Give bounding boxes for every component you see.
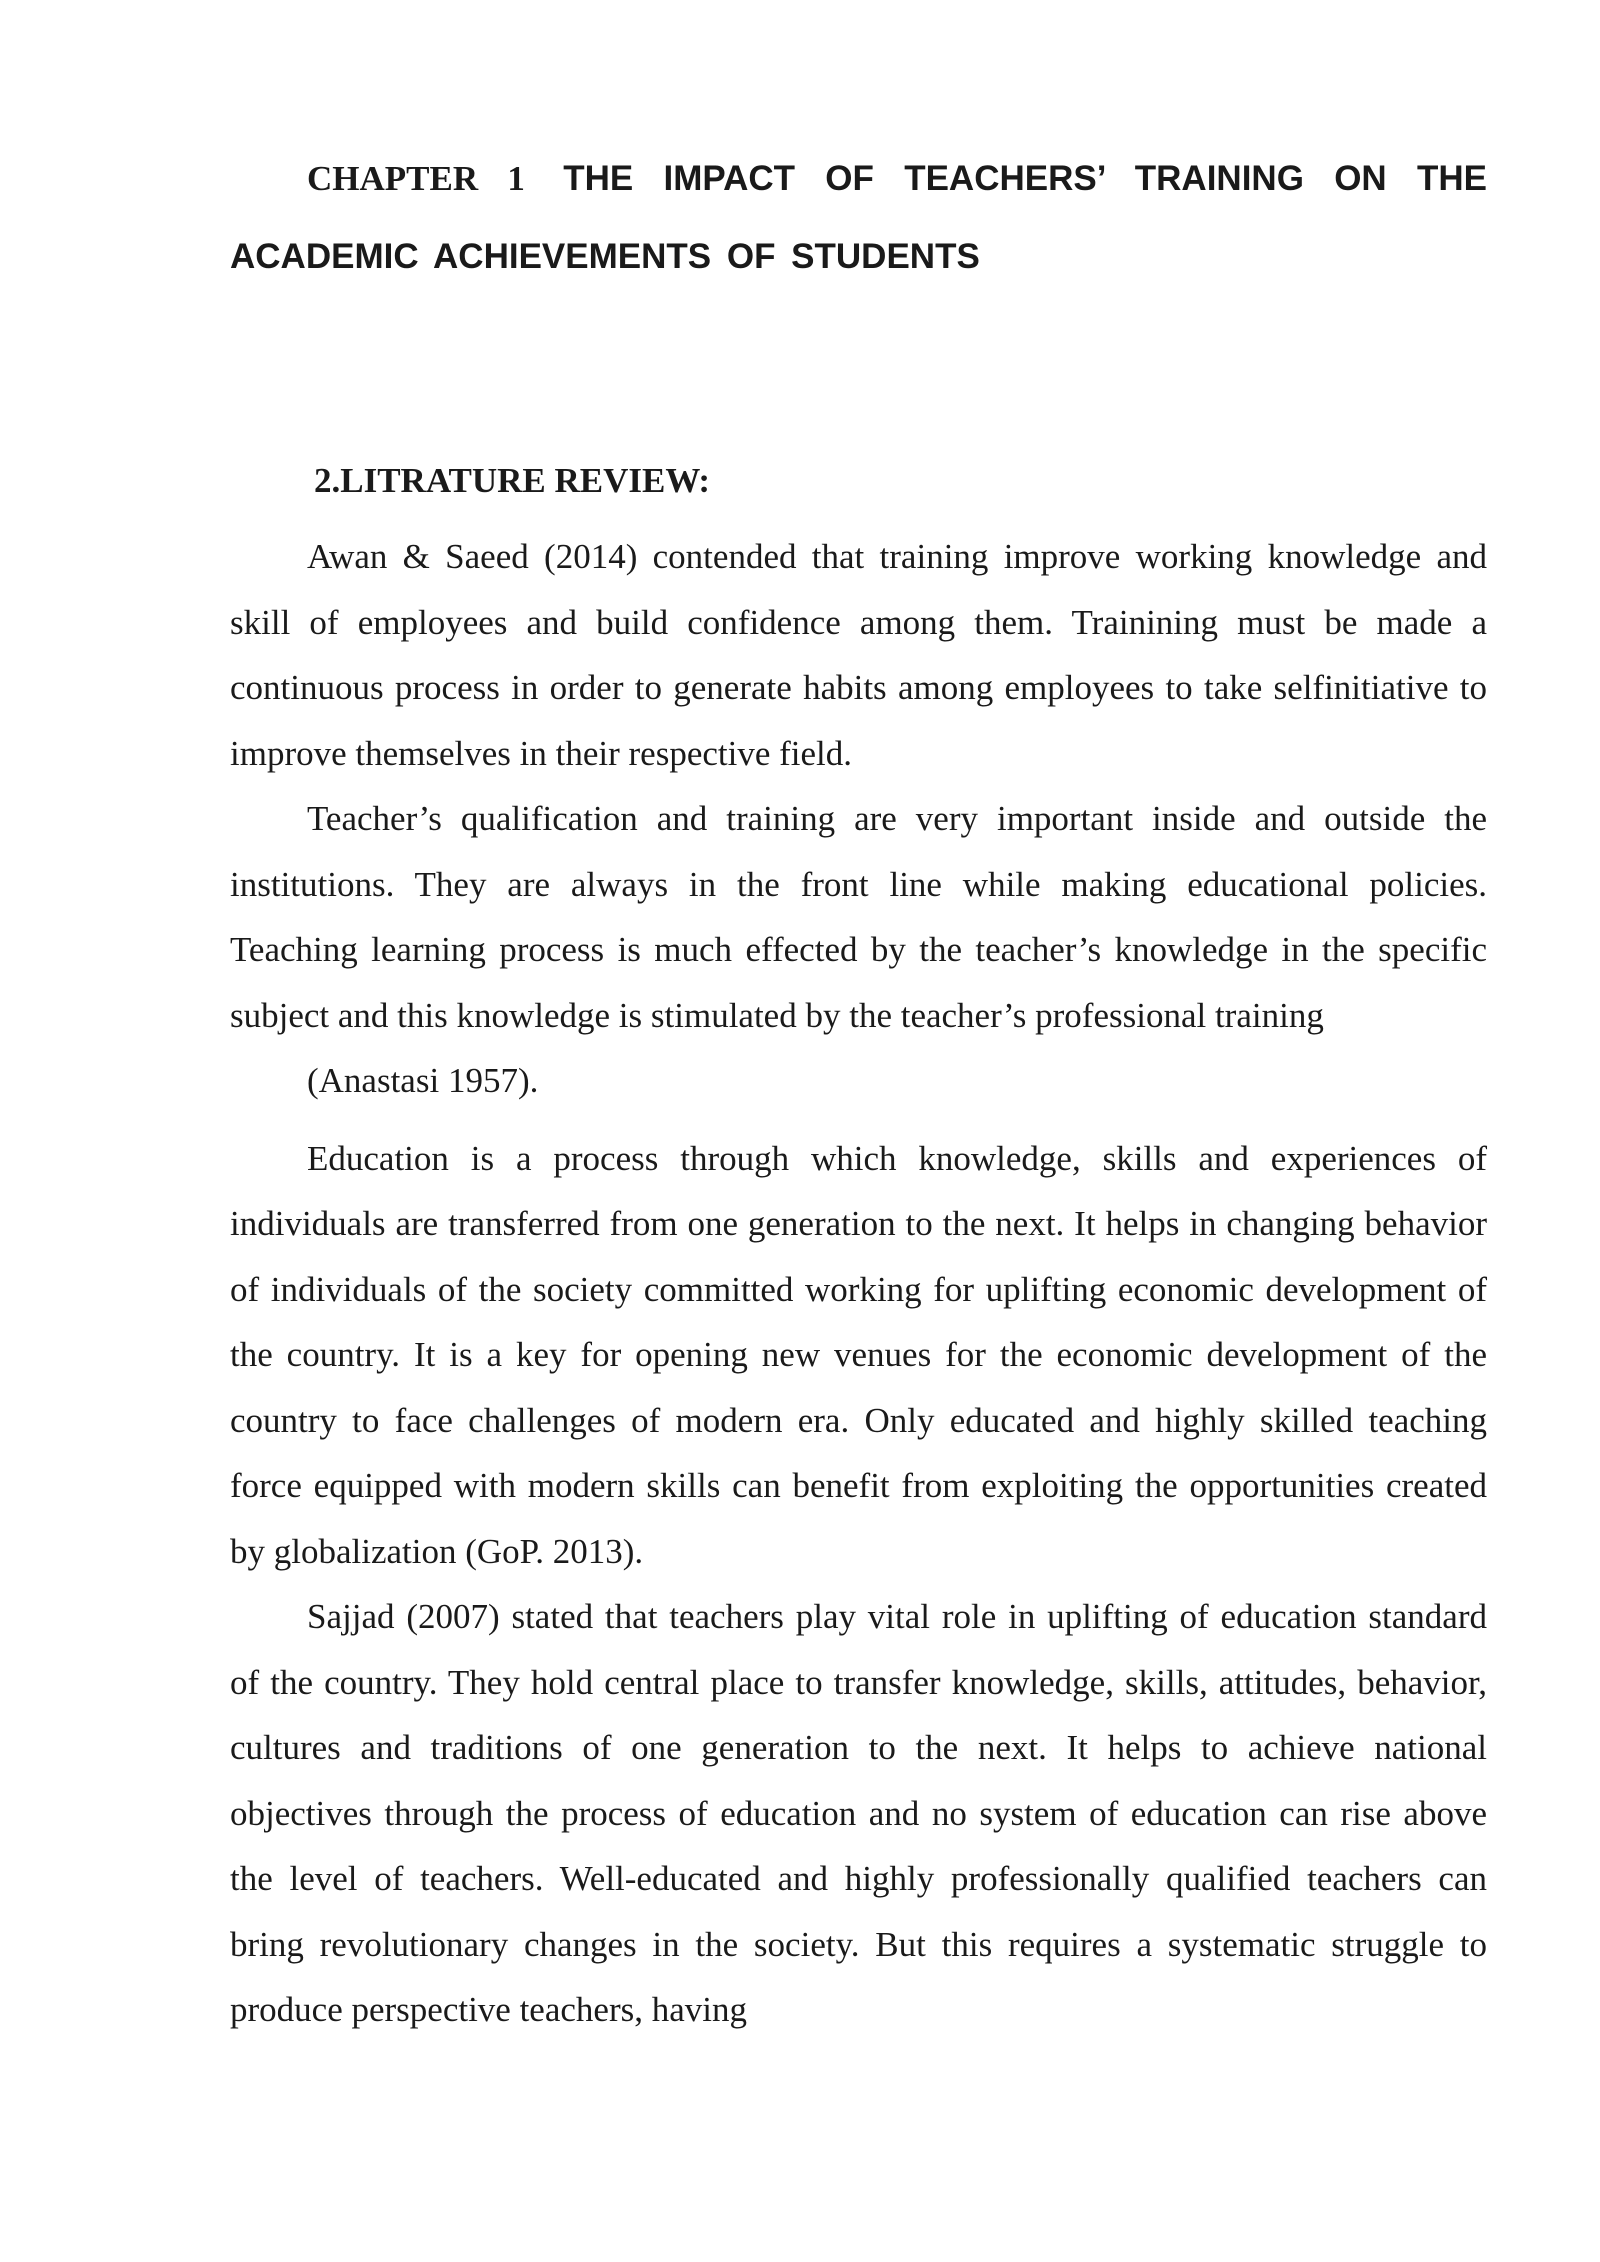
paragraph-awan-saeed: Awan & Saeed (2014) contended that training improve working knowledge and skill of employees and build confidence among them. Trainining must be made a continuous process in order to generate habits among employees to take selfinitiative to improve themselves in their respective field. xyxy=(230,537,1487,773)
chapter-label: CHAPTER 1 xyxy=(307,159,525,198)
section-heading: 2.LITRATURE REVIEW: xyxy=(314,461,711,500)
paragraph-education-process: Education is a process through which knowledge, skills and experiences of individuals are transferred from one generation to the next. It helps in changing behavior of individuals of the society committed working for uplifting economic development of the country. It is a key for opening new venues for the economic development of the country to face challenges of modern era. Only educated and highly skilled teaching force equipped with modern skills can benefit from exploiting the opportunities created by globalization (GoP. 2013). xyxy=(230,1138,1487,1571)
paragraph-sajjad: Sajjad (2007) stated that teachers play vital role in uplifting of education standard of the country. They hold central place to transfer knowledge, skills, attitudes, behavior, cultures and traditions of one generation to the next. It helps to achieve national objectives through the process of education and no system of education can rise above the level of teachers. Well-educated and highly professionally qualified teachers can bring revolutionary changes in the society. But this requires a systematic struggle to produce perspective teachers, having xyxy=(230,1597,1487,2029)
chapter-heading xyxy=(230,140,1487,296)
citation-anastasi: (Anastasi 1957). xyxy=(307,1061,539,1100)
chapter-title: THE IMPACT OF TEACHERS’ TRAINING ON THE ACADEMIC ACHIEVEMENTS OF STUDENTS xyxy=(230,159,1487,276)
paragraph-teacher-qualification: Teacher’s qualification and training are very important inside and outside the institutions. They are always in the front line while making educational policies. Teaching learning process is much effected by the teacher’s knowledge in the specific subject and this knowledge is stimulated by the teacher’s professional training xyxy=(230,799,1487,1035)
document-body xyxy=(230,140,1487,2043)
